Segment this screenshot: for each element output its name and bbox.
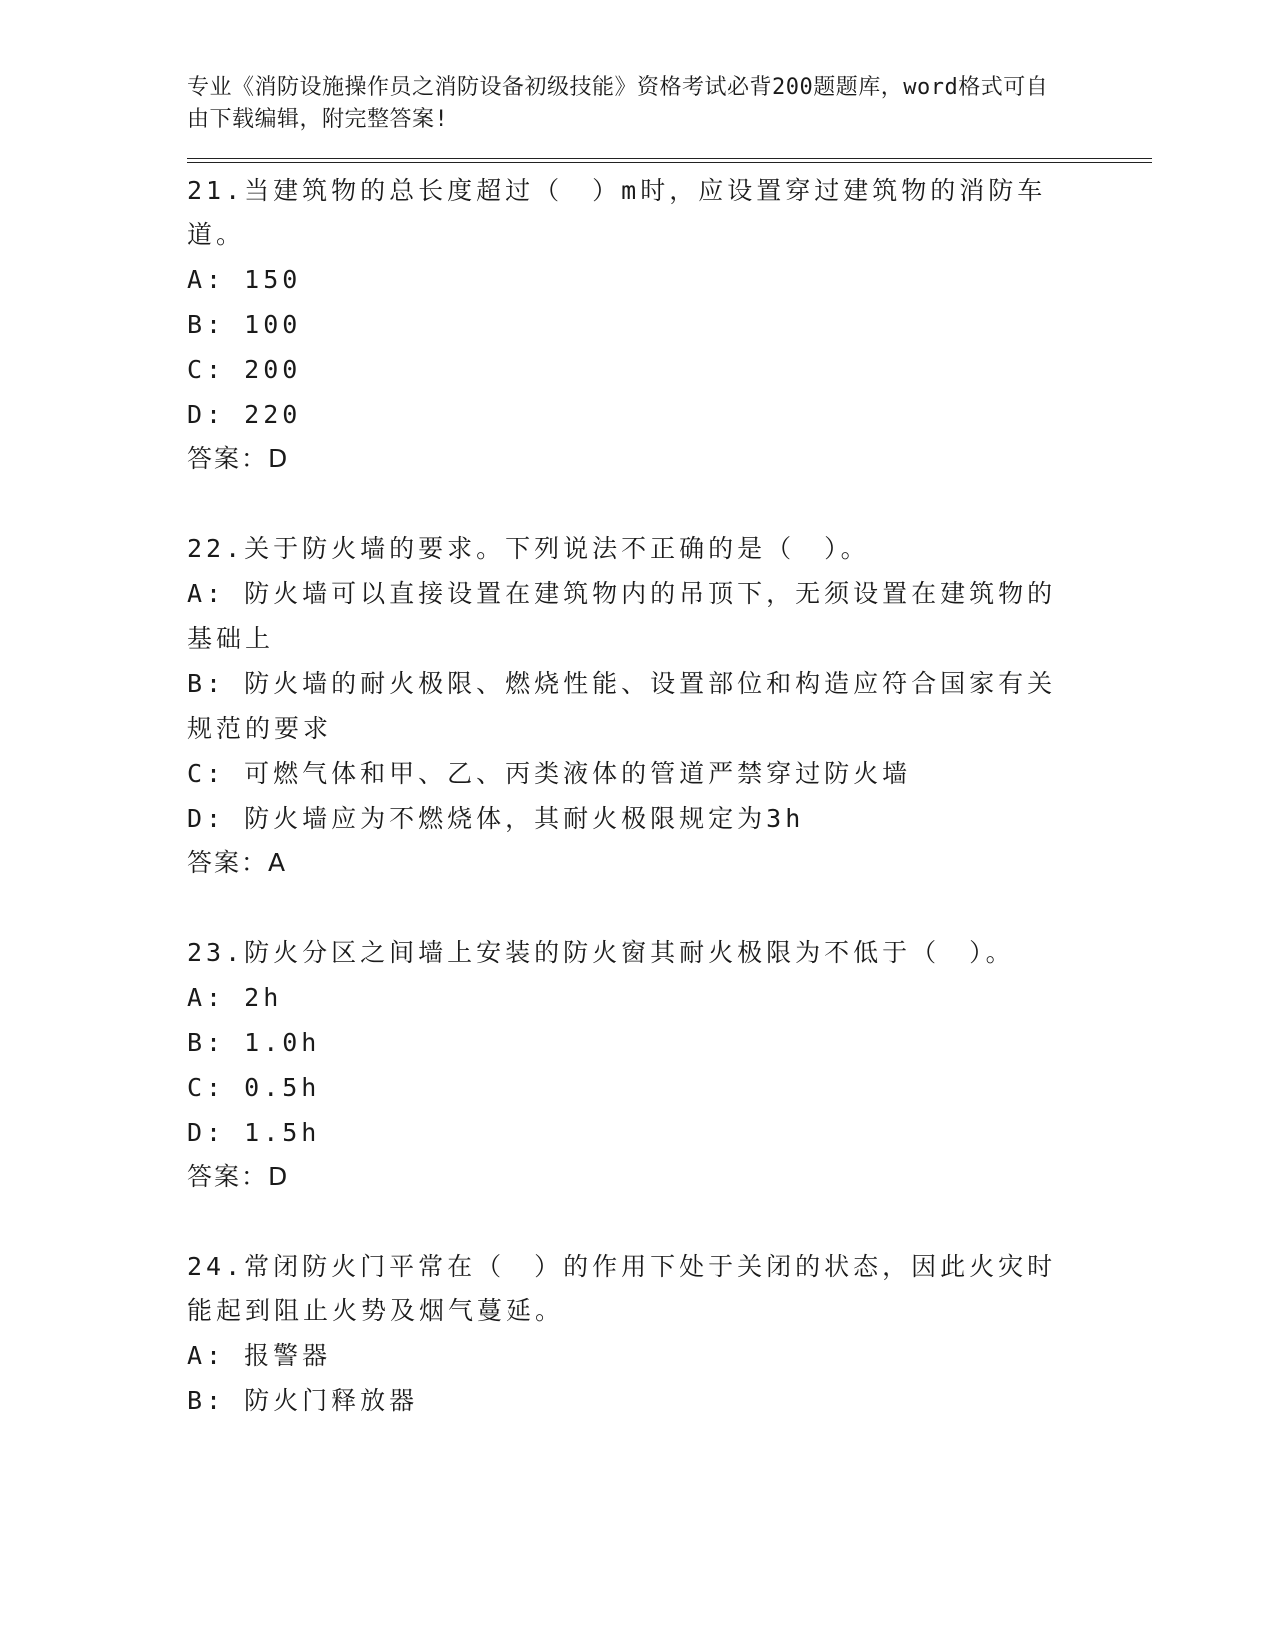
option-c: C: 200	[187, 355, 302, 384]
option-d: D: 1.5h	[187, 1118, 321, 1147]
question-23	[187, 931, 1057, 1199]
question-22	[187, 527, 1057, 885]
option-a: A: 防火墙可以直接设置在建筑物内的吊顶下，无须设置在建筑物的基础上	[187, 579, 1057, 653]
question-list	[187, 169, 1057, 1423]
option-d: D: 防火墙应为不燃烧体，其耐火极限规定为3h	[187, 804, 805, 833]
option-b: B: 防火门释放器	[187, 1386, 419, 1415]
answer: 答案：D	[187, 1162, 290, 1191]
question-stem: 22.关于防火墙的要求。下列说法不正确的是（ ）。	[187, 534, 870, 563]
question-24	[187, 1245, 1057, 1423]
header-divider	[187, 158, 1152, 163]
option-d: D: 220	[187, 400, 302, 429]
option-c: C: 可燃气体和甲、乙、丙类液体的管道严禁穿过防火墙	[187, 759, 912, 788]
option-b: B: 1.0h	[187, 1028, 321, 1057]
option-b: B: 100	[187, 310, 302, 339]
option-c: C: 0.5h	[187, 1073, 321, 1102]
question-stem: 24.常闭防火门平常在（ ）的作用下处于关闭的状态，因此火灾时能起到阻止火势及烟气蔓延。	[187, 1252, 1057, 1325]
document-header: 专业《消防设施操作员之消防设备初级技能》资格考试必背200题题库，word格式可自由下载编辑，附完整答案!	[187, 75, 1049, 132]
question-21	[187, 169, 1057, 481]
answer: 答案：D	[187, 444, 290, 473]
question-stem: 21.当建筑物的总长度超过（ ）m时，应设置穿过建筑物的消防车道。	[187, 176, 1047, 249]
option-a: A: 2h	[187, 983, 283, 1012]
option-a: A: 150	[187, 265, 302, 294]
answer: 答案：A	[187, 848, 288, 877]
option-a: A: 报警器	[187, 1341, 332, 1370]
option-b: B: 防火墙的耐火极限、燃烧性能、设置部位和构造应符合国家有关规范的要求	[187, 669, 1057, 743]
question-stem: 23.防火分区之间墙上安装的防火窗其耐火极限为不低于（ ）。	[187, 938, 1015, 967]
document-page	[187, 72, 1152, 1469]
